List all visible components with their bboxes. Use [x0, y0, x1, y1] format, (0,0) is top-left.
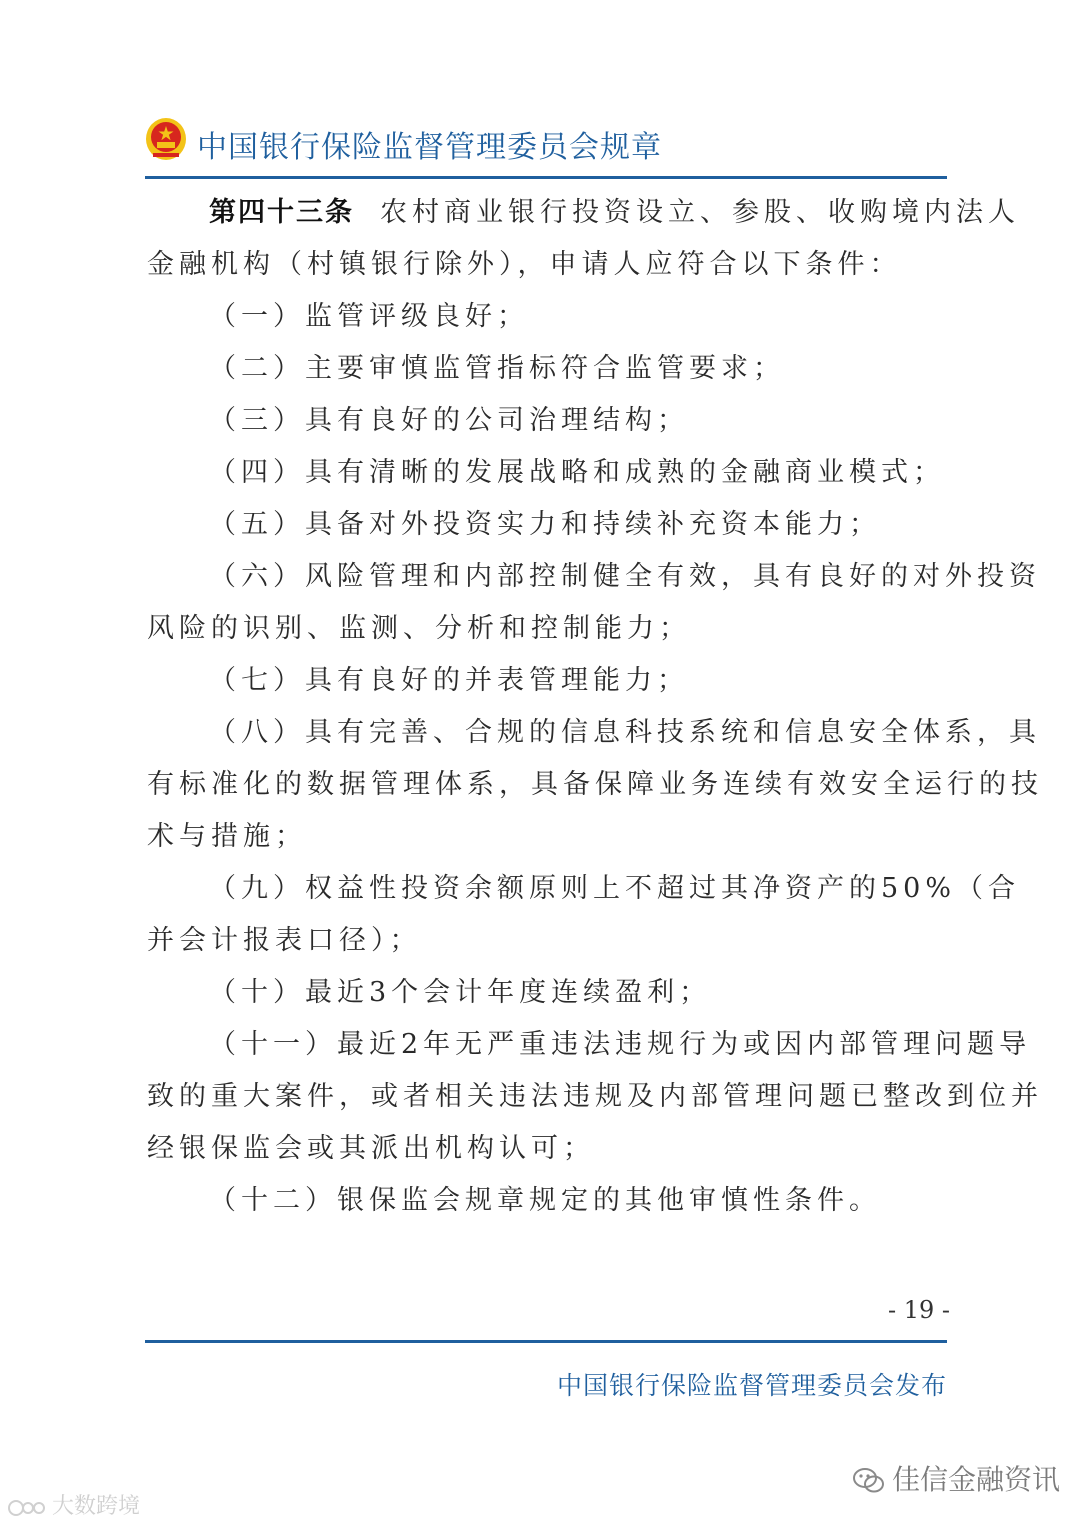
article-heading: 第四十三条	[209, 197, 354, 228]
condition-item: （二）主要审慎监管指标符合监管要求；	[209, 353, 785, 384]
site-watermark-text: 大数跨境	[52, 1494, 141, 1519]
site-watermark	[8, 1492, 140, 1522]
condition-item: （一）监管评级良好；	[209, 301, 529, 332]
header-divider	[145, 176, 947, 179]
condition-item: （十二）银保监会规章规定的其他审慎性条件。	[209, 1185, 881, 1216]
condition-item: （三）具有良好的公司治理结构；	[209, 405, 689, 436]
condition-continuation: 风险的识别、监测、分析和控制能力；	[147, 613, 691, 644]
footer-divider	[145, 1340, 947, 1343]
wechat-icon	[852, 1466, 886, 1496]
page-number: - 19 -	[887, 1296, 950, 1324]
document-header	[145, 112, 947, 180]
condition-item: （四）具有清晰的发展战略和成熟的金融商业模式；	[209, 457, 945, 488]
article-body	[147, 187, 1043, 1227]
condition-item: （八）具有完善、合规的信息科技系统和信息安全体系，具	[209, 717, 1041, 748]
condition-item: （十）最近3个会计年度连续盈利；	[209, 977, 712, 1008]
article-line: 金融机构（村镇银行除外），申请人应符合以下条件：	[147, 249, 902, 280]
condition-continuation: 并会计报表口径）；	[147, 925, 422, 956]
condition-continuation: 有标准化的数据管理体系，具备保障业务连续有效安全运行的技	[147, 769, 1043, 800]
condition-item: （十一）最近2年无严重违法违规行为或因内部管理问题导	[209, 1029, 1032, 1060]
condition-item: （五）具备对外投资实力和持续补充资本能力；	[209, 509, 881, 540]
site-logo-icon	[8, 1495, 48, 1519]
condition-item: （六）风险管理和内部控制健全有效，具有良好的对外投资	[209, 561, 1041, 592]
article-first-line	[147, 187, 1020, 239]
condition-item: （七）具有良好的并表管理能力；	[209, 665, 689, 696]
header-title: 中国银行保险监督管理委员会规章	[197, 130, 662, 165]
condition-continuation: 经银保监会或其派出机构认可；	[147, 1133, 595, 1164]
article-line: 农村商业银行投资设立、参股、收购境内法人	[380, 197, 1020, 228]
wechat-account-name: 佳信金融资讯	[892, 1463, 1061, 1496]
wechat-watermark	[852, 1460, 1060, 1500]
national-emblem-icon	[145, 117, 187, 161]
condition-continuation: 致的重大案件，或者相关违法违规及内部管理问题已整改到位并	[147, 1081, 1043, 1112]
footer-publisher: 中国银行保险监督管理委员会发布	[556, 1371, 947, 1400]
condition-item: （九）权益性投资余额原则上不超过其净资产的50%（合	[209, 873, 1021, 904]
condition-continuation: 术与措施；	[147, 821, 307, 852]
